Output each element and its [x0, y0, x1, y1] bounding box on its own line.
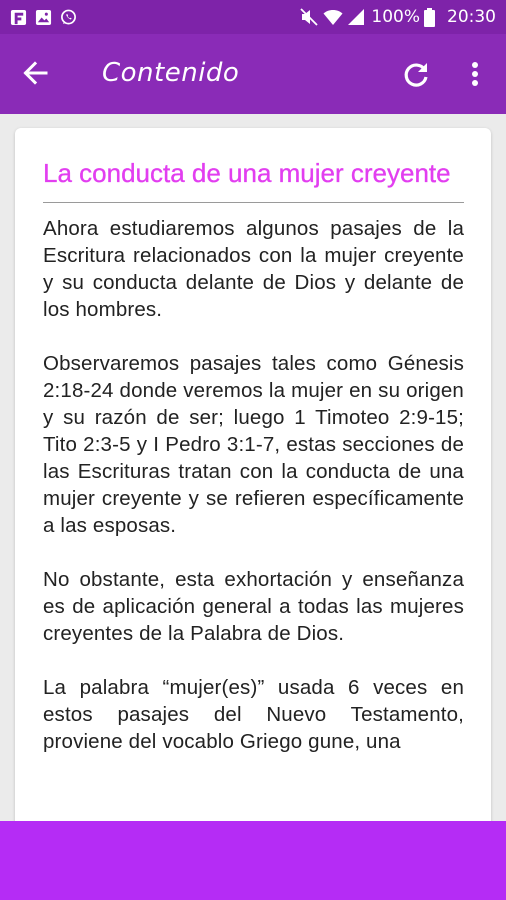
flipboard-icon — [10, 9, 27, 26]
bottom-banner[interactable] — [0, 821, 506, 900]
mute-icon — [300, 8, 319, 26]
screen-title: Contenido — [102, 58, 240, 88]
status-bar — [0, 0, 506, 34]
app-bar — [0, 34, 506, 114]
system-status — [300, 6, 496, 28]
gallery-icon — [35, 9, 52, 26]
battery-icon — [424, 8, 435, 27]
arrow-back-icon — [22, 60, 48, 86]
refresh-icon — [402, 60, 430, 88]
overflow-menu-button[interactable] — [460, 56, 490, 92]
wifi-icon — [323, 8, 343, 26]
title-divider — [43, 202, 464, 203]
back-button[interactable] — [18, 56, 52, 90]
article-paragraph: La palabra “mujer(es)” usada 6 veces en estos pasajes del Nuevo Testamento, proviene del vocablo Griego gune, una — [43, 676, 464, 753]
battery-percent: 100% — [371, 7, 420, 27]
content-card[interactable] — [15, 128, 491, 868]
whatsapp-icon — [60, 9, 77, 26]
notification-icons — [10, 8, 77, 26]
signal-icon — [347, 8, 365, 26]
article-paragraph: Ahora estudiaremos algunos pasajes de la Escritura relacionados con la mujer creyente y su conducta delante de Dios y delante de los hombres. — [43, 217, 464, 321]
refresh-button[interactable] — [398, 56, 434, 92]
more-vert-icon — [471, 61, 479, 87]
article — [15, 128, 491, 755]
clock: 20:30 — [447, 7, 496, 27]
article-title: La conducta de una mujer creyente — [43, 158, 451, 188]
article-paragraph: Observaremos pasajes tales como Génesis 2:18-24 donde veremos la mujer en su origen y su razón de ser; luego 1 Timoteo 2:9-15; Tito 2:3-5 y I Pedro 3:1-7, estas secciones de las Escrituras tratan con la conducta de una mujer creyente y se refieren específicamente a las esposas. — [43, 352, 464, 537]
article-paragraph: No obstante, esta exhortación y enseñanza es de aplicación general a todas las mujeres creyentes de la Palabra de Dios. — [43, 568, 464, 645]
